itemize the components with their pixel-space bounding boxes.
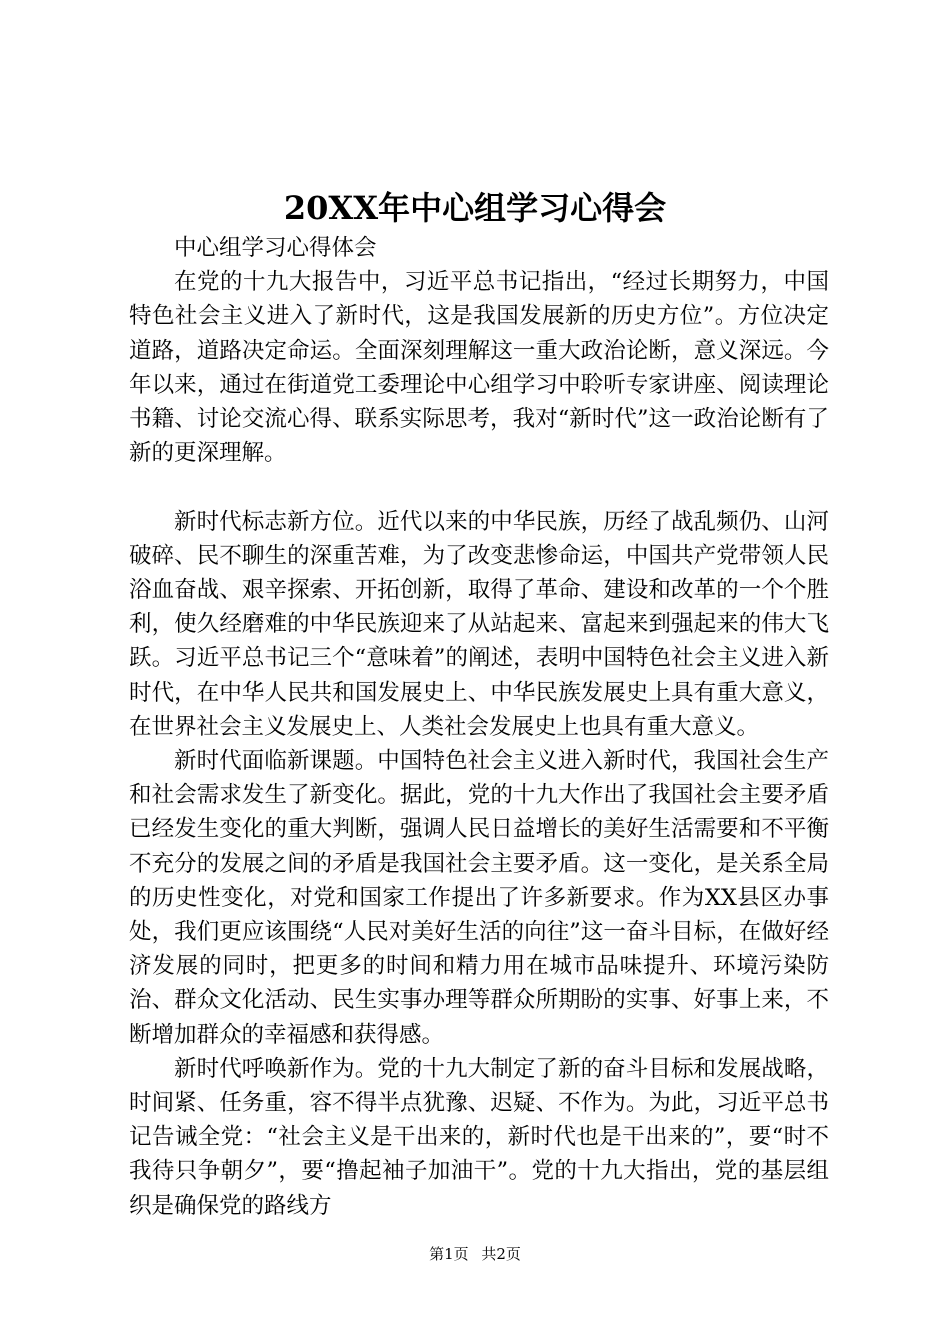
document-title: 20XX年中心组学习心得会 <box>283 189 667 227</box>
paragraph-spacer <box>129 470 829 504</box>
page-number-current: 第1页 <box>429 1245 469 1263</box>
paragraph-new-topic: 新时代面临新课题。中国特色社会主义进入新时代，我国社会生产和社会需求发生了新变化。据此，党的十九大作出了我国社会主要矛盾已经发生变化的重大判断，强调人民日益增长的美好生活需要和不平衡不充分的发展之间的矛盾是我国社会主要矛盾。这一变化，是关系全局的历史性变化，对党和国家工作提出了许多新要求。作为XX县区办事处，我们更应该围绕“人民对美好生活的向往”这一奋斗目标，在做好经济发展的同时，把更多的时间和精力用在城市品味提升、环境污染防治、群众文化活动、民生实事办理等群众所期盼的实事、好事上来，不断增加群众的幸福感和获得感。 <box>129 748 829 1048</box>
page-number-total: 共2页 <box>481 1245 521 1263</box>
page-footer <box>0 1243 950 1265</box>
paragraph-new-action: 新时代呼唤新作为。党的十九大制定了新的奋斗目标和发展战略，时间紧、任务重，容不得半点犹豫、迟疑、不作为。为此，习近平总书记告诫全党：“社会主义是干出来的，新时代也是干出来的”，要“时不我待只争朝夕”，要“撸起袖子加油干”。党的十九大指出，党的基层组织是确保党的路线方 <box>129 1055 829 1219</box>
document-body <box>129 231 829 1223</box>
paragraph-new-position: 新时代标志新方位。近代以来的中华民族，历经了战乱频仍、山河破碎、民不聊生的深重苦难，为了改变悲惨命运，中国共产党带领人民浴血奋战、艰辛探索、开拓创新，取得了革命、建设和改革的一个个胜利，使久经磨难的中华民族迎来了从站起来、富起来到强起来的伟大飞跃。习近平总书记三个“意味着”的阐述，表明中国特色社会主义进入新时代，在中华人民共和国发展史上、中华民族发展史上具有重大意义，在世界社会主义发展史上、人类社会发展史上也具有重大意义。 <box>129 508 829 740</box>
paragraph-intro: 在党的十九大报告中，习近平总书记指出，“经过长期努力，中国特色社会主义进入了新时代，这是我国发展新的历史方位”。方位决定道路，道路决定命运。全面深刻理解这一重大政治论断，意义深远。今年以来，通过在街道党工委理论中心组学习中聆听专家讲座、阅读理论书籍、讨论交流心得、联系实际思考，我对“新时代”这一政治论断有了新的更深理解。 <box>129 269 829 467</box>
document-subtitle: 中心组学习心得体会 <box>174 235 377 261</box>
